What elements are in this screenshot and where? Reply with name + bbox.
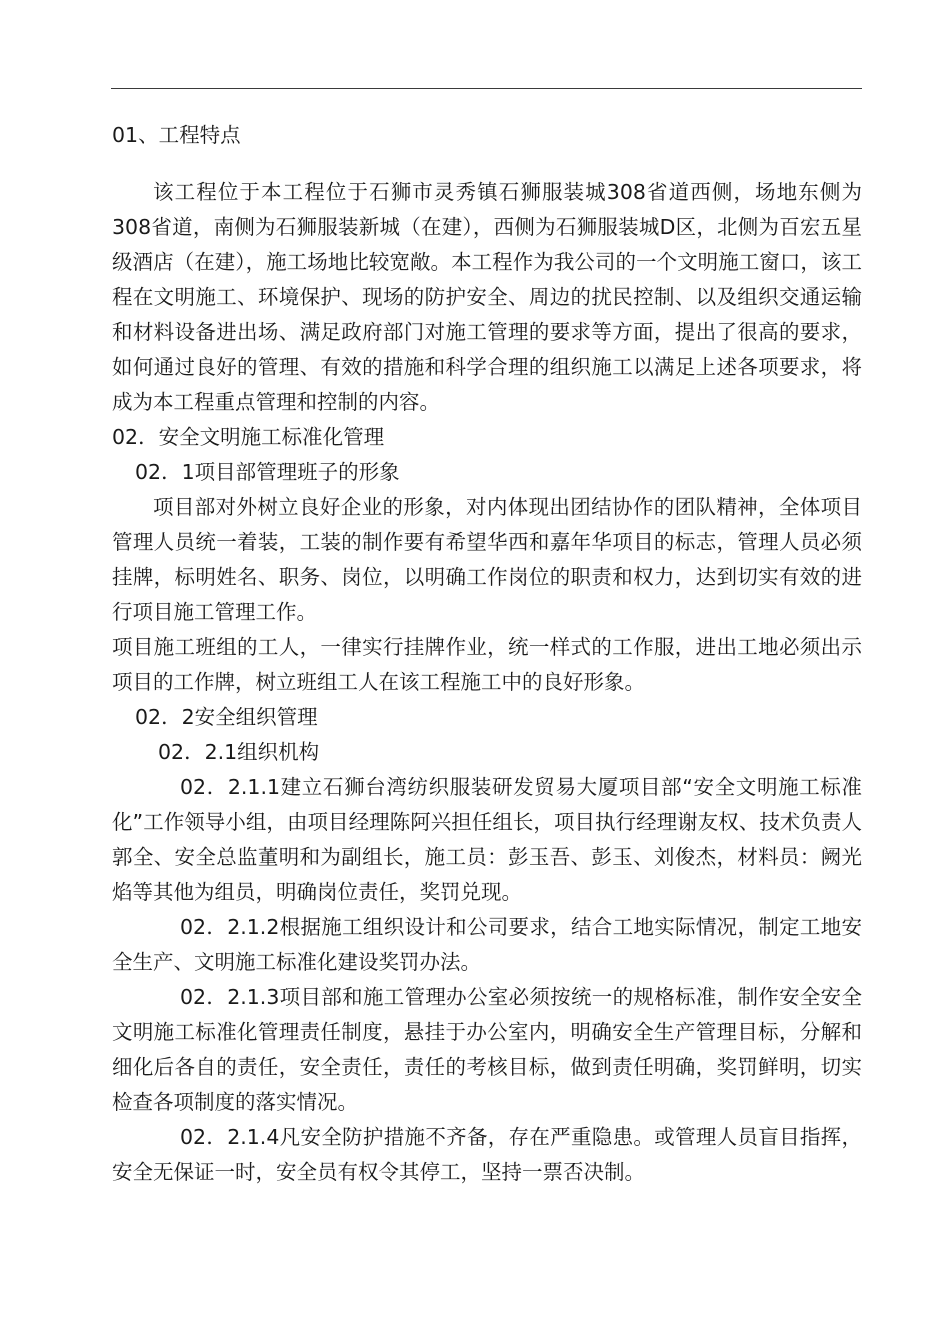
subsection-heading-02-1: 02．1项目部管理班子的形象 [135, 460, 400, 484]
header-rule [111, 88, 862, 89]
subsection-02-1-paragraph-2: 项目施工班组的工人，一律实行挂牌作业，统一样式的工作服，进出工地必须出示项目的工作牌，树立班组工人在该工程施工中的良好形象。 [112, 635, 862, 694]
subsection-heading-02-2: 02．2安全组织管理 [135, 705, 318, 729]
subsection-02-1-paragraph-1: 项目部对外树立良好企业的形象，对内体现出团结协作的团队精神，全体项目管理人员统一着装，工装的制作要有希望华西和嘉年华项目的标志，管理人员必须挂牌，标明姓名、职务、岗位，以明确工作岗位的职责和权力，达到切实有效的进行项目施工管理工作。 [112, 495, 862, 624]
list-item-02-2-1-4: 02．2.1.4凡安全防护措施不齐备，存在严重隐患。或管理人员盲目指挥，安全无保证一时，安全员有权令其停工，坚持一票否决制。 [112, 1125, 862, 1184]
document-body [112, 118, 862, 1190]
section-01-paragraph: 该工程位于本工程位于石狮市灵秀镇石狮服装城308省道西侧，场地东侧为308省道，南侧为石狮服装新城（在建），西侧为石狮服装城D区，北侧为百宏五星级酒店（在建），施工场地比较宽敞。本工程作为我公司的一个文明施工窗口，该工程在文明施工、环境保护、现场的防护安全、周边的扰民控制、以及组织交通运输和材料设备进出场、满足政府部门对施工管理的要求等方面，提出了很高的要求，如何通过良好的管理、有效的措施和科学合理的组织施工以满足上述各项要求，将成为本工程重点管理和控制的内容。 [112, 180, 862, 414]
list-item-02-2-1-1: 02．2.1.1建立石狮台湾纺织服装研发贸易大厦项目部“安全文明施工标准化”工作领导小组，由项目经理陈阿兴担任组长，项目执行经理谢友权、技术负责人郭全、安全总监董明和为副组长，施工员：彭玉吾、彭玉、刘俊杰，材料员：阙光焰等其他为组员，明确岗位责任，奖罚兑现。 [112, 775, 862, 904]
list-item-02-2-1-2: 02．2.1.2根据施工组织设计和公司要求，结合工地实际情况，制定工地安全生产、文明施工标准化建设奖罚办法。 [112, 915, 862, 974]
section-heading-02: 02．安全文明施工标准化管理 [112, 425, 385, 449]
section-heading-01: 01、工程特点 [112, 123, 241, 147]
subsection-heading-02-2-1: 02．2.1组织机构 [158, 740, 320, 764]
list-item-02-2-1-3: 02．2.1.3项目部和施工管理办公室必须按统一的规格标准，制作安全安全文明施工标准化管理责任制度，悬挂于办公室内，明确安全生产管理目标，分解和细化后各自的责任，安全责任，责任的考核目标，做到责任明确，奖罚鲜明，切实检查各项制度的落实情况。 [112, 985, 862, 1114]
